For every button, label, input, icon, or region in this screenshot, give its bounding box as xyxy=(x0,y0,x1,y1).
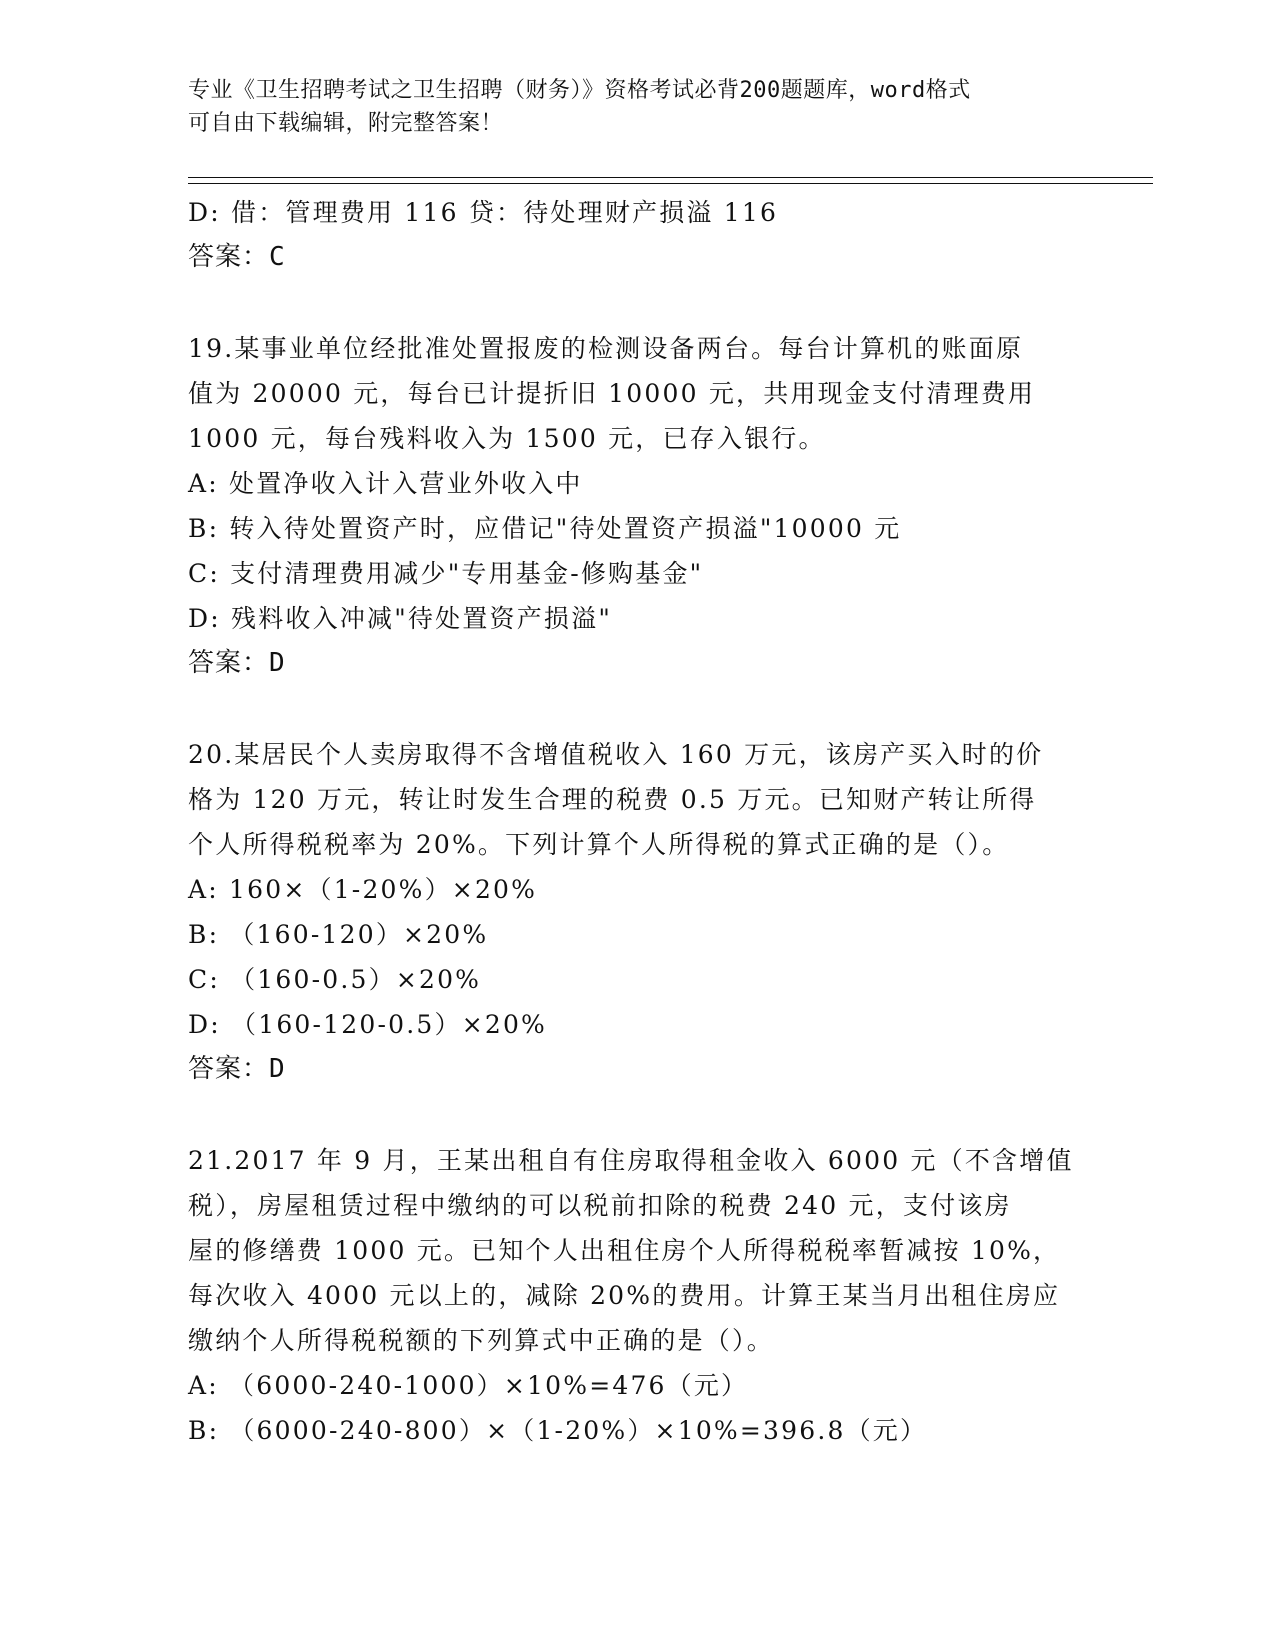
option-c: C: （160-0.5）×20% xyxy=(188,965,482,994)
question-stem-line: 个人所得税税率为 20%。下列计算个人所得税的算式正确的是（）。 xyxy=(188,830,1010,859)
question-19 xyxy=(188,326,1088,686)
spacer xyxy=(188,686,1088,732)
header-divider-bottom xyxy=(188,183,1153,184)
option-c: C: 支付清理费用减少"专用基金-修购基金" xyxy=(188,559,704,588)
question-20 xyxy=(188,732,1088,1092)
question-stem-line: 19.某事业单位经批准处置报废的检测设备两台。每台计算机的账面原 xyxy=(188,334,1024,363)
spacer xyxy=(188,280,1088,326)
option-d: D: （160-120-0.5）×20% xyxy=(188,1010,548,1039)
question-stem-line: 格为 120 万元，转让时发生合理的税费 0.5 万元。已知财产转让所得 xyxy=(188,785,1037,814)
question-21 xyxy=(188,1138,1088,1453)
question-content xyxy=(188,190,1088,1453)
option-a: A: 160×（1-20%）×20% xyxy=(188,875,538,904)
header-divider-top xyxy=(188,177,1153,178)
question-stem-line: 每次收入 4000 元以上的，减除 20%的费用。计算王某当月出租住房应 xyxy=(188,1281,1061,1310)
question-stem-line: 21.2017 年 9 月，王某出租自有住房取得租金收入 6000 元（不含增值 xyxy=(188,1146,1074,1175)
question-stem-line: 20.某居民个人卖房取得不含增值税收入 160 万元，该房产买入时的价 xyxy=(188,740,1044,769)
header-title-line-2: 可自由下载编辑，附完整答案！ xyxy=(188,111,504,136)
option-d: D: 借：管理费用 116 贷：待处理财产损溢 116 xyxy=(188,198,779,227)
header-title-line-1: 专业《卫生招聘考试之卫生招聘（财务）》资格考试必背200题题库，word格式 xyxy=(188,78,971,103)
question-18-tail xyxy=(188,190,1088,280)
option-a: A: 处置净收入计入营业外收入中 xyxy=(188,469,583,498)
question-stem-line: 屋的修缮费 1000 元。已知个人出租住房个人所得税税率暂减按 10%， xyxy=(188,1236,1061,1265)
option-a: A: （6000-240-1000）×10%=476（元） xyxy=(188,1371,749,1400)
answer-label: 答案：D xyxy=(188,1054,286,1084)
document-header xyxy=(188,74,1068,140)
spacer xyxy=(188,1092,1088,1138)
answer-label: 答案：C xyxy=(188,242,286,272)
answer-label: 答案：D xyxy=(188,648,286,678)
question-stem-line: 缴纳个人所得税税额的下列算式中正确的是（）。 xyxy=(188,1326,774,1355)
option-b: B: （160-120）×20% xyxy=(188,920,489,949)
question-stem-line: 税），房屋租赁过程中缴纳的可以税前扣除的税费 240 元，支付该房 xyxy=(188,1191,1012,1220)
option-d: D: 残料收入冲减"待处置资产损溢" xyxy=(188,604,613,633)
option-b: B: 转入待处置资产时，应借记"待处置资产损溢"10000 元 xyxy=(188,514,902,543)
question-stem-line: 1000 元，每台残料收入为 1500 元，已存入银行。 xyxy=(188,424,826,453)
question-stem-line: 值为 20000 元，每台已计提折旧 10000 元，共用现金支付清理费用 xyxy=(188,379,1036,408)
option-b: B: （6000-240-800）×（1-20%）×10%=396.8（元） xyxy=(188,1416,928,1445)
